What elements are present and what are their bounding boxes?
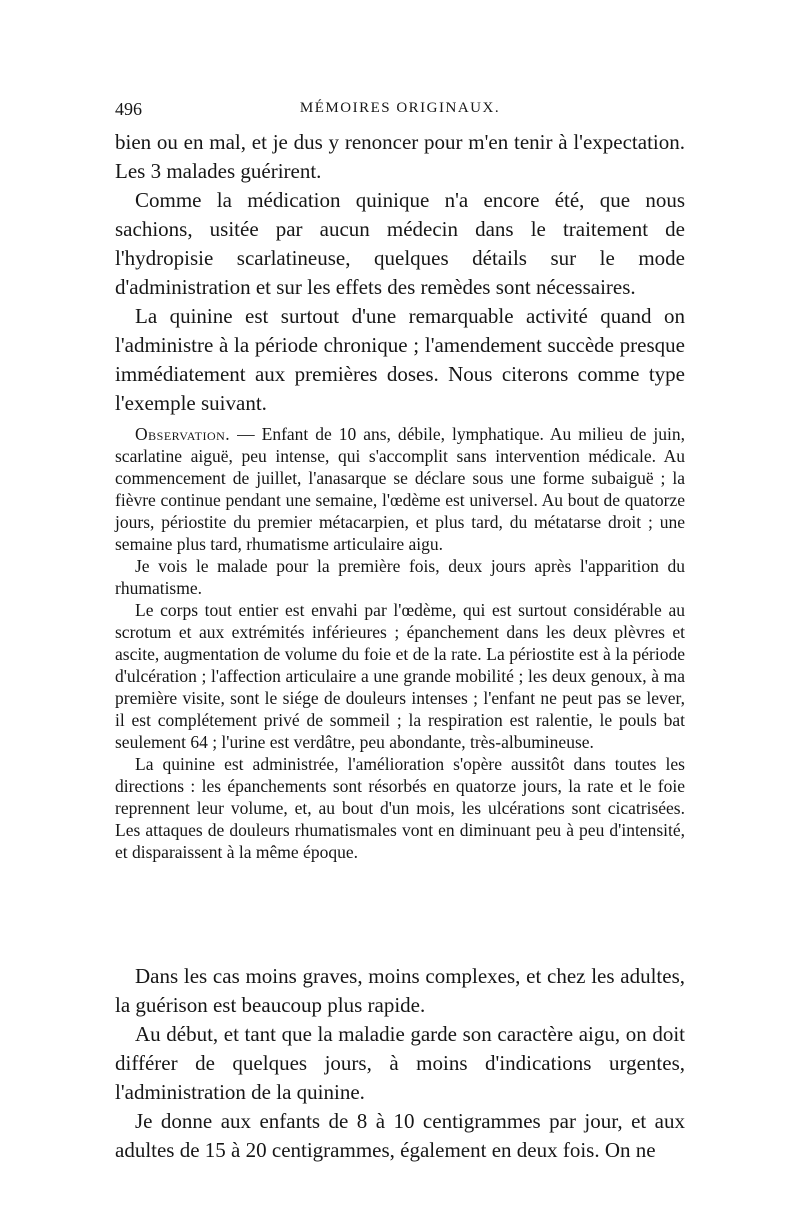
paragraph-quinine-activity: La quinine est surtout d'une remarquable activité quand on l'administre à la période chronique ; l'amendement succède presque immédiatement aux premières doses. Nous citerons comme type l'exemple suivant. (115, 304, 685, 415)
closing-section (115, 962, 685, 1165)
observation-paragraph-2: Je vois le malade pour la première fois, deux jours après l'apparition du rhumatisme. (115, 556, 685, 598)
paragraph-onset: Au début, et tant que la maladie garde son caractère aigu, on doit différer de quelques jours, à moins d'indications urgentes, l'administration de la quinine. (115, 1022, 685, 1104)
observation-text: — Enfant de 10 ans, débile, lymphatique. Au milieu de juin, scarlatine aiguë, peu intense, qui s'accomplit sans intervention médicale. Au commencement de juillet, l'anasarque se déclare sous une forme subaiguë ; la fièvre continue pendant une semaine, l'œdème est universel. Au bout de quatorze jours, périostite du premier métacarpien, et plus tard, du métatarse droit ; une semaine plus tard, rhumatisme articulaire aigu. (115, 424, 686, 554)
page-header (115, 99, 685, 123)
page-number: 496 (115, 99, 142, 119)
observation-section (115, 423, 685, 863)
paragraph-less-severe: Dans les cas moins graves, moins complexes, et chez les adultes, la guérison est beaucoup plus rapide. (115, 964, 685, 1017)
paragraph-medication: Comme la médication quinique n'a encore été, que nous sachions, usitée par aucun médecin dans le traitement de l'hydropisie scarlatineuse, quelques détails sur le mode d'administration et sur les effets des remèdes sont nécessaires. (115, 188, 685, 299)
paragraph-dosage: Je donne aux enfants de 8 à 10 centigrammes par jour, et aux adultes de 15 à 20 centigrammes, également en deux fois. On ne (115, 1109, 685, 1162)
intro-section (115, 128, 685, 418)
observation-label: Observation. (135, 424, 231, 444)
observation-paragraph-1 (115, 423, 685, 555)
observation-paragraph-4: La quinine est administrée, l'amélioration s'opère aussitôt dans toutes les directions : les épanchements sont résorbés en quatorze jours, la rate et le foie reprennent leur volume, et, au bout d'un mois, les ulcérations sont cicatrisées. Les attaques de douleurs rhumatismales vont en diminuant peu à peu d'intensité, et disparaissent à la même époque. (115, 754, 685, 862)
running-title: MÉMOIRES ORIGINAUX. (299, 100, 501, 116)
observation-paragraph-3: Le corps tout entier est envahi par l'œdème, qui est surtout considérable au scrotum et aux extrémités inférieures ; épanchement dans les deux plèvres et ascite, augmentation de volume du foie et de la rate. La périostite est à la période d'ulcération ; l'affection articulaire a une grande mobilité ; les deux genoux, à ma première visite, sont le siége de douleurs intenses ; l'enfant ne peut pas se lever, il est complétement privé de sommeil ; la respiration est ralentie, le pouls bat seulement 64 ; l'urine est verdâtre, peu abondante, très-albumineuse. (115, 600, 685, 752)
paragraph-continuation: bien ou en mal, et je dus y renoncer pour m'en tenir à l'expectation. Les 3 malades guérirent. (115, 130, 685, 183)
